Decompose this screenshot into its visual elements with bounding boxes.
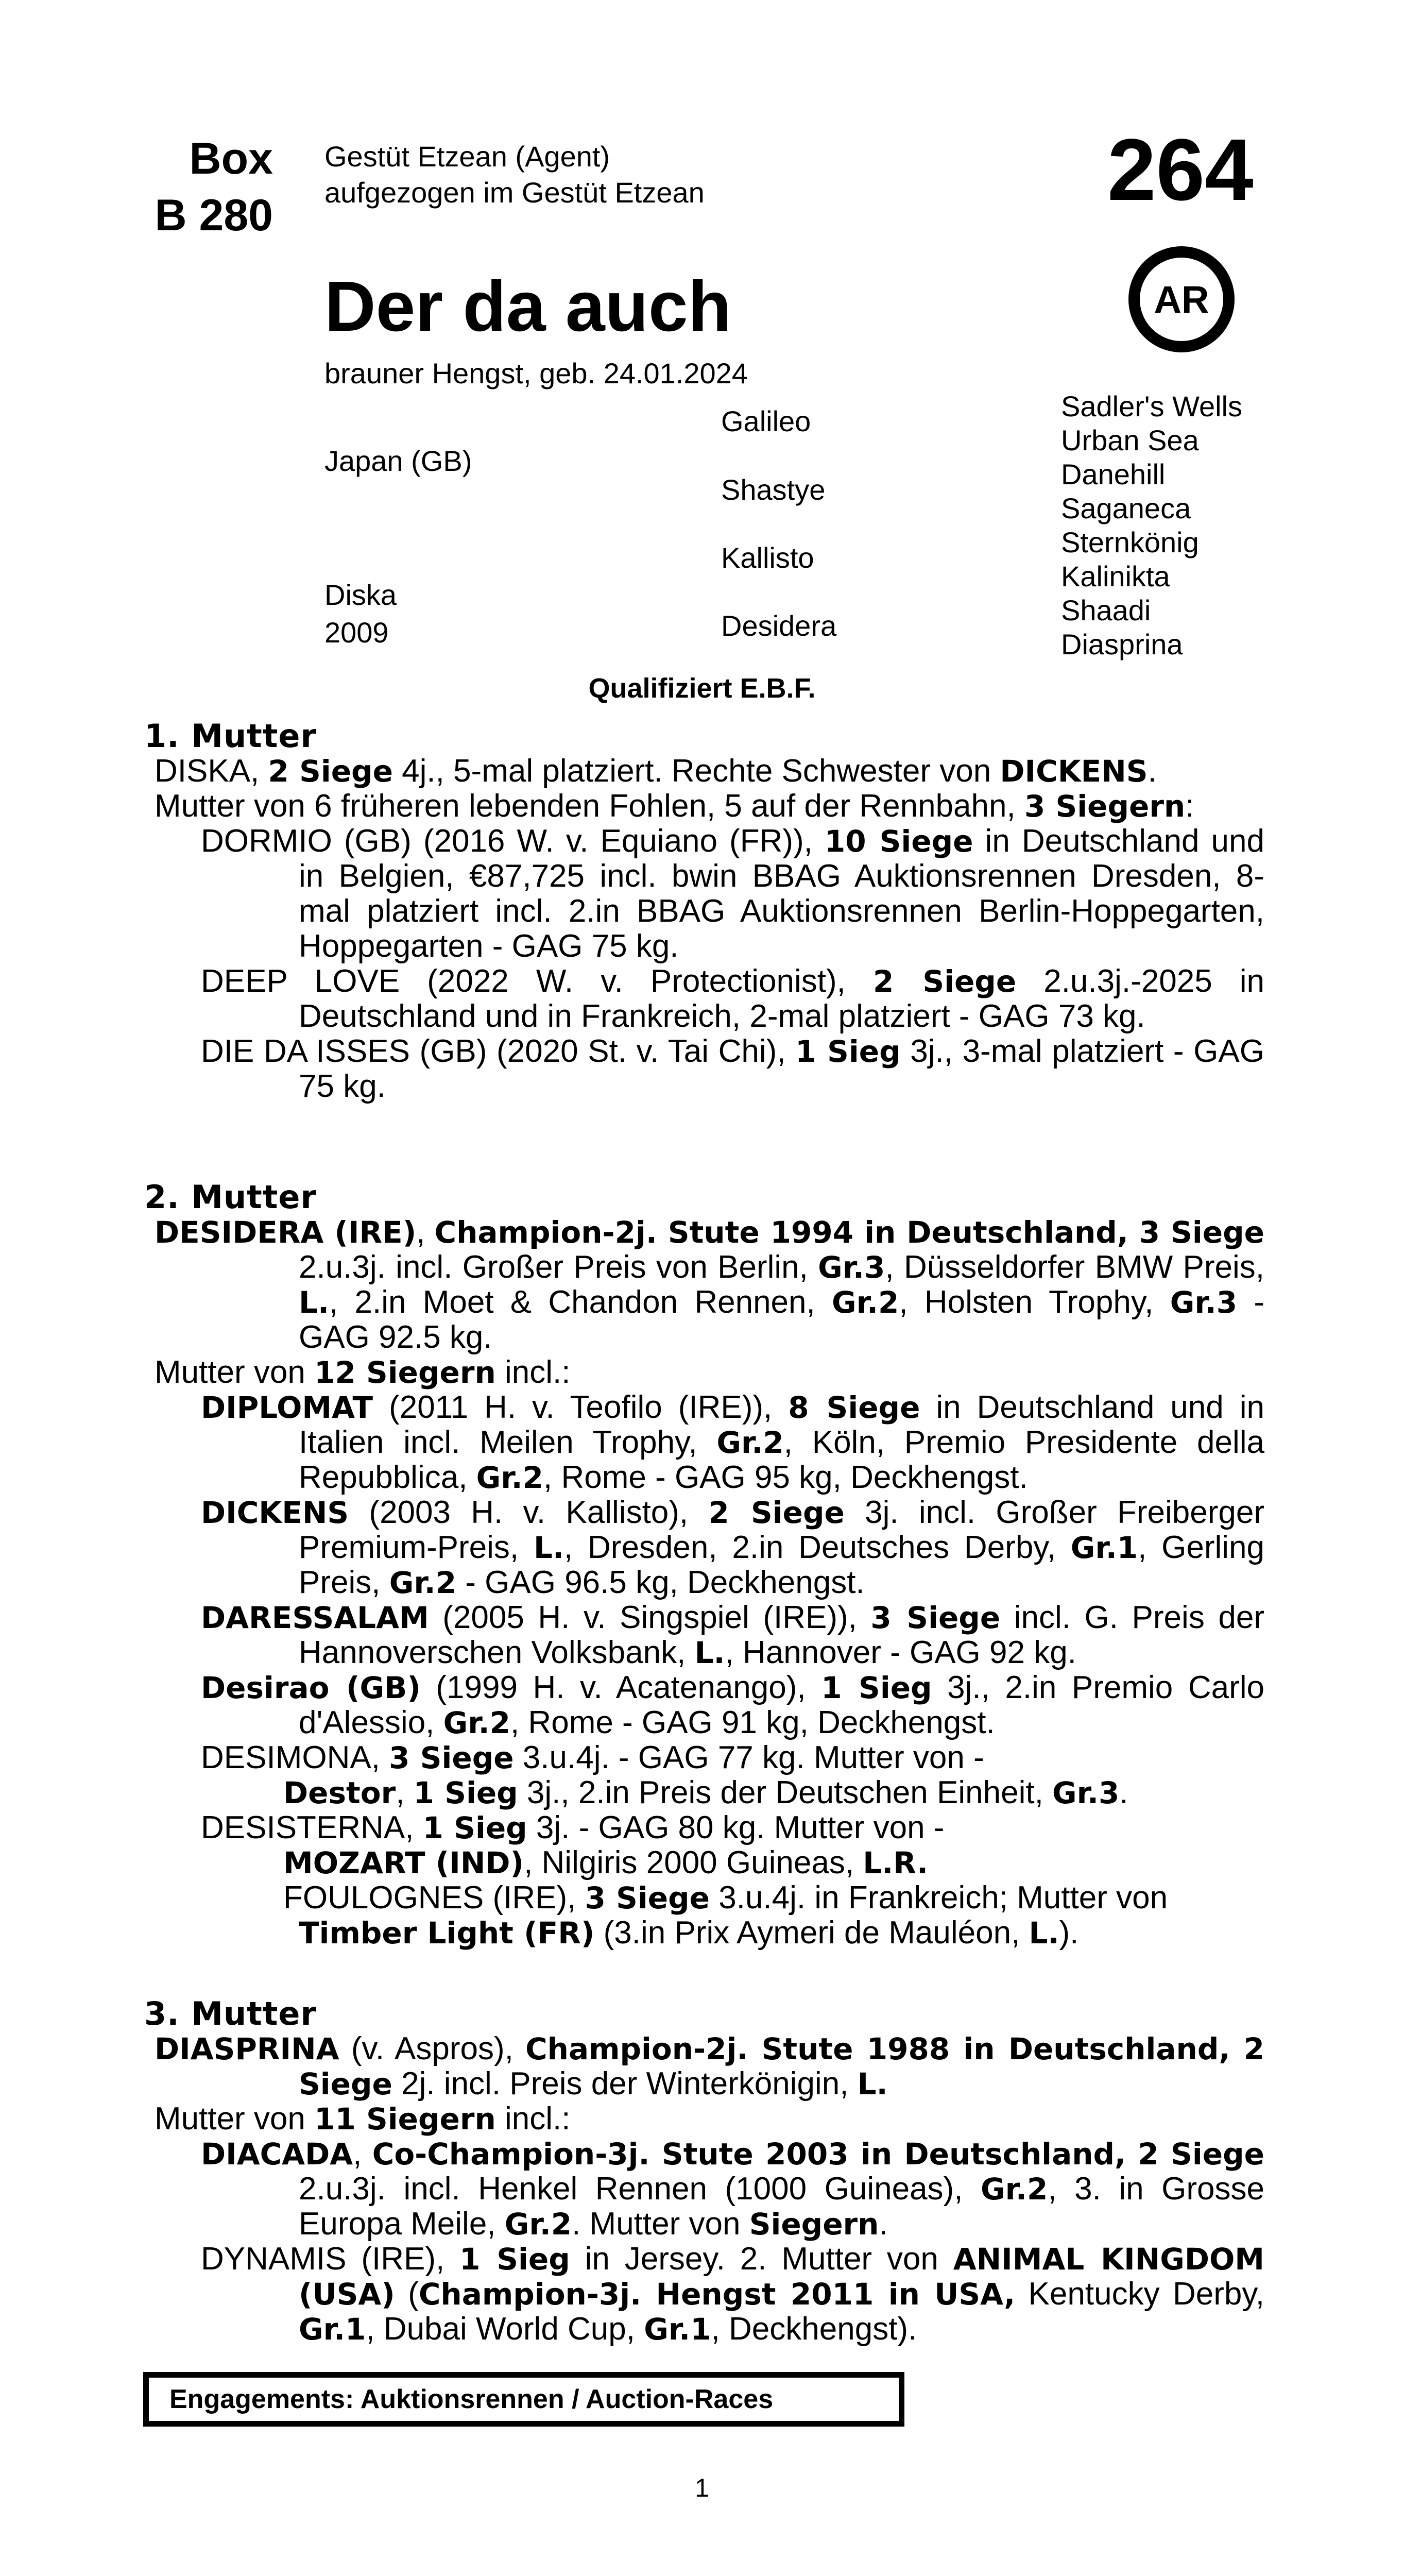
text: , 3. in Grosse Europa Meile, — [299, 2171, 1264, 2242]
text: in Deutschland und in Italien incl. Meilen Trophy, — [299, 1389, 1264, 1460]
produce-record — [144, 824, 1264, 964]
section-heading: 2. Mutter — [144, 1178, 317, 1216]
bold-text: Co-Champion-3j. Stute 2003 in Deutschland, 2 Siege — [372, 2137, 1265, 2172]
text: incl. G. Preis der Hannoverschen Volksbank, — [299, 1600, 1264, 1670]
horse-description: brauner Hengst, geb. 24.01.2024 — [324, 357, 748, 389]
produce-record — [144, 1495, 1264, 1600]
pedigree-gen3-item: Kalinikta — [1061, 560, 1170, 592]
bold-text: DIASPRINA — [155, 2031, 339, 2066]
text: 3j. incl. Großer Freiberger Premium-Preis, — [299, 1495, 1264, 1565]
pedigree-gen3-item: Saganeca — [1061, 492, 1191, 524]
text: DESISTERNA, — [201, 1810, 423, 1845]
text: Mutter von — [155, 2101, 315, 2137]
bold-text: Gr.2 — [832, 1285, 899, 1320]
bold-text: 1 Sieg — [422, 1810, 527, 1845]
text: ( — [395, 2276, 419, 2312]
bold-text: DICKENS — [201, 1495, 349, 1530]
produce-record — [144, 2242, 1264, 2347]
produce-record — [144, 754, 1264, 789]
bold-text: L. — [694, 1635, 725, 1670]
pedigree-dam-dam: Desidera — [721, 609, 837, 642]
auction-race-badge-icon — [1128, 246, 1235, 352]
text: , — [353, 2136, 372, 2172]
text: , Deckhengst). — [711, 2311, 917, 2347]
raised-at: aufgezogen im Gestüt Etzean — [324, 176, 705, 209]
text: : — [1185, 788, 1194, 824]
bold-text: Gr.3 — [1052, 1775, 1120, 1810]
pedigree-gen3-item: Urban Sea — [1061, 424, 1199, 456]
text: , Nilgiris 2000 Guineas, — [524, 1845, 863, 1880]
section-2-mutter — [144, 1180, 1264, 1951]
text: FOULOGNES (IRE), — [283, 1880, 585, 1916]
bold-text: Gr.2 — [476, 1460, 544, 1495]
bold-text: 10 Siege — [824, 824, 973, 859]
produce-record — [144, 2102, 1264, 2137]
text: 3j., 2.in Preis der Deutschen Einheit, — [518, 1775, 1053, 1810]
bold-text: DIPLOMAT — [201, 1390, 373, 1425]
text: in Deutschland und in Belgien, €87,725 incl. bwin BBAG Auktionsrennen Dresden, 8-mal platziert incl. 2.in BBAG Auktionsrennen Berlin-Hoppegarten, Hoppegarten - GAG 75 kg. — [299, 823, 1264, 964]
text: 2.u.3j. incl. Henkel Rennen (1000 Guineas), — [299, 2171, 981, 2207]
text: Mutter von 6 früheren lebenden Fohlen, 5 auf der Rennbahn, — [155, 788, 1024, 824]
text: , Köln, Premio Presidente della Repubblica, — [299, 1425, 1264, 1495]
text: 3j., 2.in Premio Carlo d'Alessio, — [299, 1670, 1264, 1740]
bold-text: Gr.2 — [504, 2207, 572, 2242]
text: , Holsten Trophy, — [899, 1284, 1170, 1320]
bold-text: DIACADA — [201, 2137, 353, 2172]
bold-text: Timber Light (FR) — [299, 1916, 595, 1951]
text: , — [416, 1214, 435, 1250]
pedigree-gen3 — [1061, 389, 1242, 662]
box-label: Box — [189, 134, 273, 183]
bold-text: L. — [299, 1285, 329, 1320]
pedigree-gen3-item: Danehill — [1061, 458, 1166, 490]
text: incl.: — [495, 1354, 571, 1390]
engagements-box — [143, 2372, 904, 2427]
produce-record — [144, 2031, 1264, 2102]
bold-text: DICKENS — [1000, 754, 1148, 789]
bold-text: Gr.2 — [716, 1425, 784, 1460]
section-heading: 3. Mutter — [144, 1995, 317, 2032]
text: DYNAMIS (IRE), — [201, 2241, 460, 2277]
bold-text: Destor — [283, 1775, 396, 1810]
bold-text: 2 Siege — [708, 1495, 845, 1530]
consignor: Gestüt Etzean (Agent) — [324, 140, 610, 173]
bold-text: Gr.1 — [644, 2312, 711, 2347]
text: (2003 H. v. Kallisto), — [349, 1495, 709, 1530]
pedigree-sire: Japan (GB) — [324, 445, 472, 477]
bold-text: 3 Siege — [585, 1880, 710, 1916]
text: Mutter von — [155, 1354, 315, 1390]
text: DISKA, — [155, 753, 268, 789]
pedigree-gen3-item: Sadler's Wells — [1061, 390, 1242, 422]
bold-text: 12 Siegern — [314, 1355, 496, 1390]
text: 2.u.3j. incl. Großer Preis von Berlin, — [299, 1249, 818, 1285]
text: 3.u.4j. in Frankreich; Mutter von — [710, 1880, 1168, 1916]
bold-text: Champion-2j. Stute 1994 in Deutschland, 3 Siege — [434, 1215, 1264, 1250]
text: , Düsseldorfer BMW Preis, — [885, 1249, 1264, 1285]
text: , — [396, 1775, 414, 1810]
produce-record — [144, 964, 1264, 1034]
badge-text: AR — [1154, 278, 1209, 321]
bold-text: Gr.3 — [1170, 1285, 1238, 1320]
produce-record — [144, 1845, 1264, 1880]
qualified-ebf: Qualifiziert E.B.F. — [588, 673, 816, 704]
produce-record — [144, 1670, 1264, 1740]
text: . — [1119, 1775, 1128, 1810]
pedigree-dam-sire: Kallisto — [721, 541, 814, 574]
produce-record — [144, 1390, 1264, 1495]
bold-text: 1 Sieg — [821, 1670, 932, 1705]
bold-text: 1 Sieg — [795, 1034, 901, 1069]
produce-record — [144, 789, 1264, 824]
bold-text: ANIMAL KINGDOM (USA) — [299, 2242, 1264, 2312]
text: 2.u.3j.-2025 in Deutschland und in Frankreich, 2-mal platziert - GAG 73 kg. — [299, 963, 1264, 1034]
text: DORMIO (GB) (2016 W. v. Equiano (FR)), — [201, 823, 825, 859]
bold-text: Gr.2 — [443, 1705, 510, 1740]
pedigree-sire-dam: Shastye — [721, 473, 826, 506]
text: - GAG 92.5 kg. — [299, 1284, 1264, 1355]
produce-record — [144, 1810, 1264, 1845]
text: , Rome - GAG 95 kg, Deckhengst. — [543, 1460, 1028, 1495]
pedigree-sire-sire: Galileo — [721, 405, 811, 437]
section-heading: 1. Mutter — [144, 717, 317, 755]
bold-text: 1 Sieg — [459, 2242, 570, 2277]
bold-text: 3 Siege — [389, 1740, 514, 1775]
text: . — [1148, 753, 1157, 789]
lot-number: 264 — [1107, 121, 1254, 219]
bold-text: 8 Siege — [788, 1390, 920, 1425]
text: - GAG 96.5 kg, Deckhengst. — [456, 1565, 865, 1600]
bold-text: L. — [1029, 1916, 1059, 1951]
bold-text: DARESSALAM — [201, 1600, 429, 1635]
text: , Gerling Preis, — [299, 1530, 1264, 1600]
bold-text: Gr.2 — [389, 1565, 457, 1600]
pedigree-gen3-item: Shaadi — [1061, 594, 1151, 626]
produce-record — [144, 1600, 1264, 1670]
text: , 2.in Moet & Chandon Rennen, — [329, 1284, 832, 1320]
bold-text: Champion-3j. Hengst 2011 in USA, — [418, 2277, 1016, 2312]
horse-name: Der da auch — [324, 267, 731, 346]
text: DESIMONA, — [201, 1740, 389, 1775]
bold-text: Gr.1 — [299, 2312, 366, 2347]
bold-text: 1 Sieg — [413, 1775, 518, 1810]
text: , Dubai World Cup, — [366, 2311, 644, 2347]
text: 3j. - GAG 80 kg. Mutter von - — [527, 1810, 945, 1845]
text: 2j. incl. Preis der Winterkönigin, — [392, 2066, 858, 2102]
section-1-mutter — [144, 719, 1264, 1104]
bold-text: Champion-2j. Stute 1988 in Deutschland, 2 Siege — [299, 2031, 1264, 2102]
bold-text: 3 Siegern — [1024, 789, 1186, 824]
text: DEEP LOVE (2022 W. v. Protectionist), — [201, 963, 873, 999]
bold-text: Gr.3 — [818, 1250, 885, 1285]
text: 3j., 3-mal platziert - GAG 75 kg. — [299, 1033, 1264, 1104]
bold-text: L.R. — [863, 1845, 929, 1880]
produce-record — [144, 1215, 1264, 1355]
bold-text: Gr.2 — [980, 2172, 1048, 2207]
produce-record — [144, 1740, 1264, 1775]
bold-text: 2 Siege — [872, 964, 1017, 999]
bold-text: 3 Siege — [870, 1600, 1001, 1635]
bold-text: MOZART (IND) — [283, 1845, 524, 1880]
text: , Rome - GAG 91 kg, Deckhengst. — [510, 1705, 995, 1740]
text: incl.: — [495, 2101, 571, 2137]
bold-text: Siegern — [749, 2207, 879, 2242]
pedigree-gen3-item: Sternkönig — [1061, 526, 1199, 558]
text: (1999 H. v. Acatenango), — [420, 1670, 821, 1705]
pedigree-dam-year: 2009 — [324, 616, 389, 649]
produce-record — [144, 1916, 1264, 1951]
text: (v. Aspros), — [339, 2031, 526, 2066]
pedigree-dam: Diska — [324, 579, 397, 611]
text: , Hannover - GAG 92 kg. — [725, 1635, 1076, 1670]
text: (2005 H. v. Singspiel (IRE)), — [429, 1600, 871, 1635]
produce-record — [144, 1034, 1264, 1104]
text: (3.in Prix Aymeri de Mauléon, — [594, 1915, 1029, 1951]
text: DIE DA ISSES (GB) (2020 St. v. Tai Chi), — [201, 1033, 796, 1069]
text: . — [879, 2206, 888, 2242]
bold-text: 2 Siege — [268, 754, 393, 789]
engagements-text: Engagements: Auktionsrennen / Auction-Races — [169, 2384, 774, 2414]
produce-record — [144, 2137, 1264, 2242]
text: ). — [1059, 1915, 1079, 1951]
text: 3.u.4j. - GAG 77 kg. Mutter von - — [513, 1740, 984, 1775]
bold-text: DESIDERA (IRE) — [155, 1215, 417, 1250]
bold-text: L. — [533, 1530, 564, 1565]
pedigree-gen3-item: Diasprina — [1061, 628, 1183, 660]
bold-text: Desirao (GB) — [201, 1670, 421, 1705]
page-number: 1 — [695, 2473, 709, 2502]
text: (2011 H. v. Teofilo (IRE)), — [373, 1389, 789, 1425]
bold-text: L. — [857, 2066, 888, 2102]
produce-record — [144, 1355, 1264, 1390]
text: in Jersey. 2. Mutter von — [570, 2241, 953, 2277]
text: Kentucky Derby, — [1015, 2276, 1265, 2312]
box-number: B 280 — [155, 191, 273, 240]
text: 4j., 5-mal platziert. Rechte Schwester von — [392, 753, 1000, 789]
section-3-mutter — [144, 1996, 1264, 2347]
produce-record — [144, 1880, 1264, 1916]
bold-text: 11 Siegern — [314, 2102, 496, 2137]
text: , Dresden, 2.in Deutsches Derby, — [563, 1530, 1071, 1565]
produce-record — [144, 1775, 1264, 1810]
text: . Mutter von — [572, 2206, 749, 2242]
bold-text: Gr.1 — [1070, 1530, 1138, 1565]
